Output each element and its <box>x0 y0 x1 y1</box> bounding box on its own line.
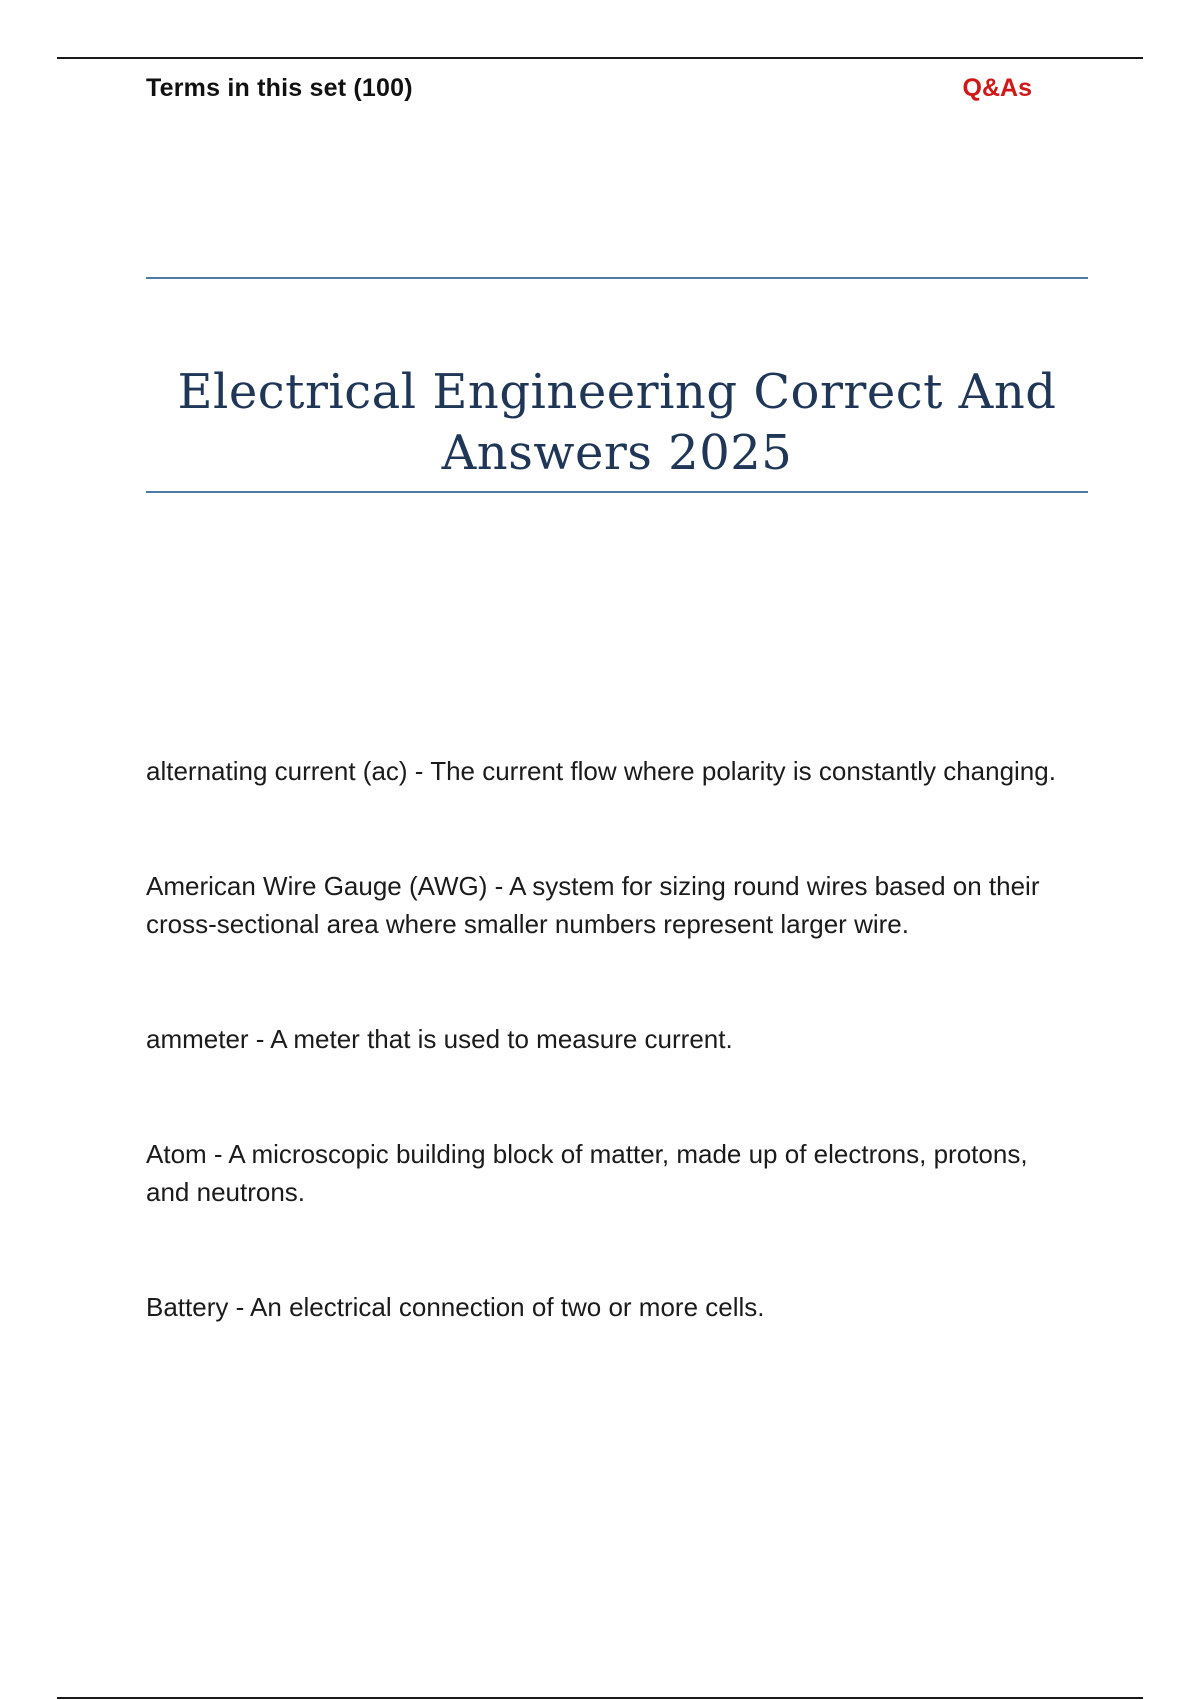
terms-list <box>146 752 1076 1403</box>
term-item: ammeter - A meter that is used to measure current. <box>146 1024 733 1054</box>
page-title-line-2: Answers 2025 <box>441 425 793 481</box>
title-divider-top <box>146 277 1088 279</box>
term-item: alternating current (ac) - The current flow where polarity is constantly changing. <box>146 756 1056 786</box>
term-item: American Wire Gauge (AWG) - A system for sizing round wires based on their cross-sectional area where smaller numbers represent larger wire. <box>146 871 1040 939</box>
qa-badge: Q&As <box>962 74 1032 102</box>
title-divider-bottom <box>146 491 1088 493</box>
bottom-divider <box>57 1697 1143 1699</box>
term-item: Atom - A microscopic building block of matter, made up of electrons, protons, and neutrons. <box>146 1139 1028 1207</box>
top-divider <box>57 57 1143 59</box>
terms-count-heading: Terms in this set (100) <box>146 74 413 102</box>
term-item: Battery - An electrical connection of two or more cells. <box>146 1292 765 1322</box>
page-title <box>146 362 1088 484</box>
page-title-line-1: Electrical Engineering Correct And <box>177 364 1057 420</box>
